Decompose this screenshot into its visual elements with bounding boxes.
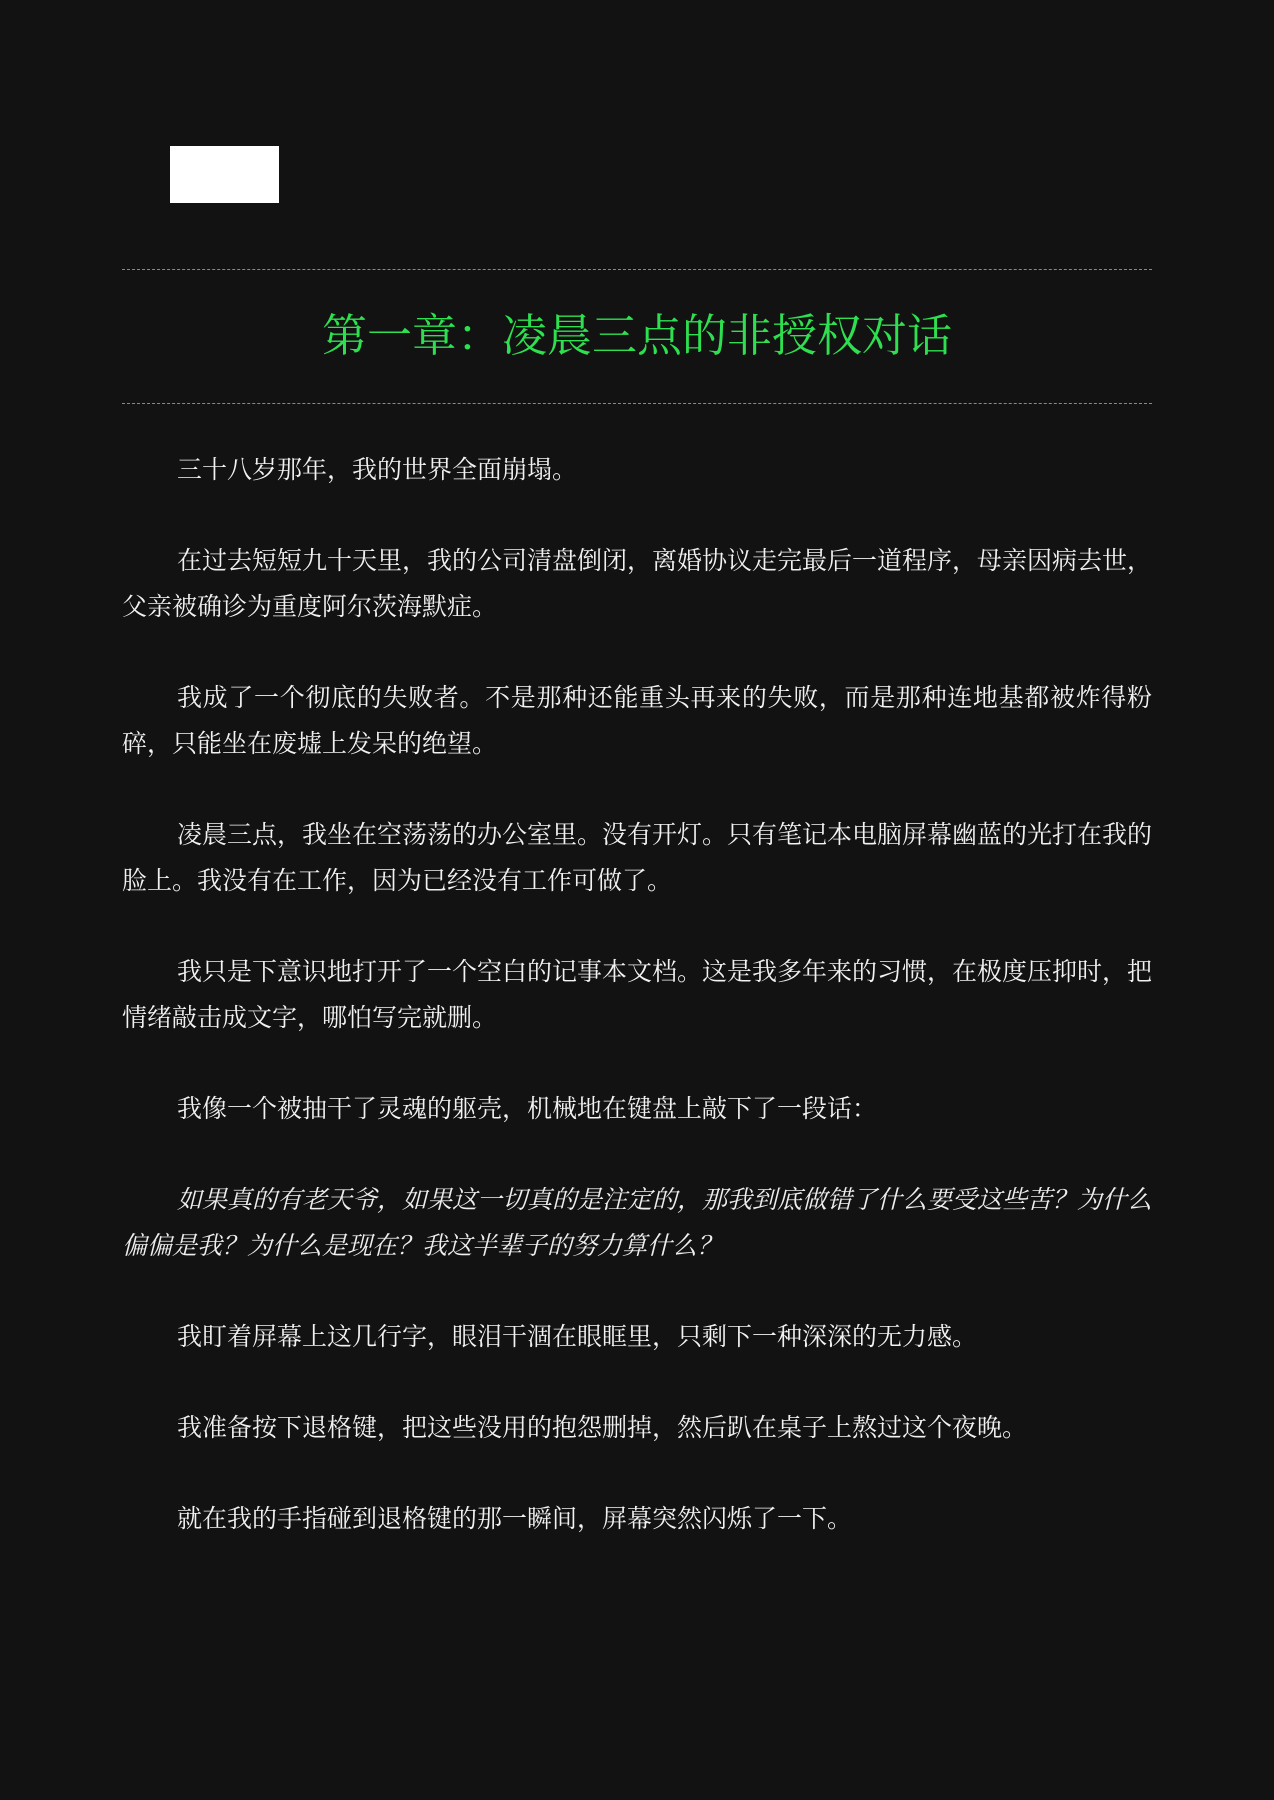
paragraph: 我像一个被抽干了灵魂的躯壳，机械地在键盘上敲下了一段话： — [177, 1094, 878, 1123]
paragraph: 在过去短短九十天里，我的公司清盘倒闭，离婚协议走完最后一道程序，母亲因病去世，父亲被确诊为重度阿尔茨海默症。 — [122, 546, 1153, 621]
title-divider-top — [122, 269, 1152, 270]
chapter-body — [122, 447, 1152, 1587]
paragraph: 凌晨三点，我坐在空荡荡的办公室里。没有开灯。只有笔记本电脑屏幕幽蓝的光打在我的脸上。我没有在工作，因为已经没有工作可做了。 — [122, 820, 1153, 895]
paragraph: 我只是下意识地打开了一个空白的记事本文档。这是我多年来的习惯，在极度压抑时，把情绪敲击成文字，哪怕写完就删。 — [122, 957, 1153, 1032]
paragraph: 三十八岁那年，我的世界全面崩塌。 — [177, 455, 578, 484]
paragraph: 我成了一个彻底的失败者。不是那种还能重头再来的失败，而是那种连地基都被炸得粉碎，只能坐在废墟上发呆的绝望。 — [122, 683, 1152, 758]
redacted-block — [170, 146, 279, 203]
chapter-title: 第一章：凌晨三点的非授权对话 — [321, 309, 952, 362]
title-divider-bottom — [122, 403, 1152, 404]
paragraph: 就在我的手指碰到退格键的那一瞬间，屏幕突然闪烁了一下。 — [177, 1504, 853, 1533]
paragraph: 我准备按下退格键，把这些没用的抱怨删掉，然后趴在桌子上熬过这个夜晚。 — [177, 1413, 1028, 1442]
typed-message-paragraph: 如果真的有老天爷，如果这一切真的是注定的，那我到底做错了什么要受这些苦？为什么偏偏是我？为什么是现在？我这半辈子的努力算什么？ — [122, 1185, 1153, 1260]
paragraph: 我盯着屏幕上这几行字，眼泪干涸在眼眶里，只剩下一种深深的无力感。 — [177, 1322, 978, 1351]
